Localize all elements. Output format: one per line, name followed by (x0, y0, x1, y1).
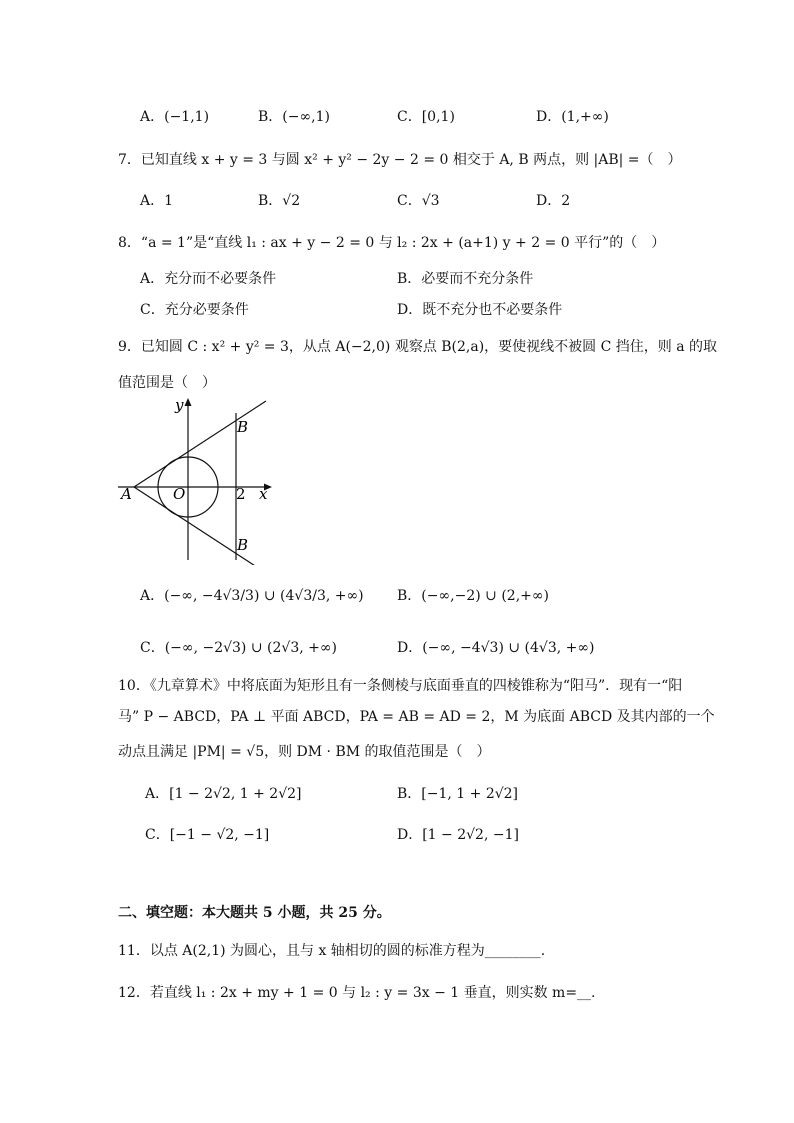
q12-stem: 12．若直线 l₁ : 2x + my + 1 = 0 与 l₂ : y = 3x − 1 垂直，则实数 m=__. (118, 985, 596, 1001)
q8-option-a: A．充分而不必要条件 (140, 271, 277, 287)
label-b-bottom: B (237, 536, 249, 554)
q10-stem-line2: 马” P − ABCD，PA ⊥ 平面 ABCD，PA = AB = AD = 2，M 为底面 ABCD 及其内部的一个 (118, 709, 715, 725)
label-x: x (259, 485, 268, 503)
q10-option-b: B．[−1, 1 + 2√2] (397, 786, 519, 802)
q8-option-d: D．既不充分也不必要条件 (397, 302, 563, 318)
q6-option-a: A．(−1,1) (140, 109, 210, 125)
q9-stem-line2: 值范围是（ ） (118, 375, 216, 391)
q9-option-a: A．(−∞, −4√3/3) ∪ (4√3/3, +∞) (140, 588, 364, 604)
q10-option-a: A．[1 − 2√2, 1 + 2√2] (145, 786, 302, 802)
q7-option-d: D．2 (536, 193, 571, 209)
q7-option-b: B．√2 (258, 193, 301, 209)
q9-option-c: C．(−∞, −2√3) ∪ (2√3, +∞) (140, 640, 337, 656)
y-axis-arrow (185, 398, 192, 406)
q8-stem: 8．“a = 1”是“直线 l₁ : ax + y − 2 = 0 与 l₂ : 2x + (a+1) y + 2 = 0 平行”的（ ） (118, 235, 666, 251)
label-b-top: B (237, 418, 249, 436)
q8-option-c: C．充分必要条件 (140, 302, 249, 318)
q9-stem-line1: 9．已知圆 C : x² + y² = 3，从点 A(−2,0) 观察点 B(2,a)，要使视线不被圆 C 挡住，则 a 的取 (118, 339, 718, 355)
label-y: y (175, 396, 184, 414)
q8-option-b: B．必要而不充分条件 (397, 271, 534, 287)
q10-option-c: C．[−1 − √2, −1] (145, 827, 270, 843)
label-a: A (121, 485, 132, 503)
label-o: O (173, 485, 186, 503)
q9-option-b: B．(−∞,−2) ∪ (2,+∞) (397, 588, 549, 604)
q7-option-a: A．1 (140, 193, 174, 209)
section-2-title: 二、填空题：本大题共 5 小题，共 25 分。 (118, 905, 391, 921)
q9-figure (118, 395, 288, 565)
q6-option-c: C．[0,1) (397, 109, 455, 125)
q7-option-c: C．√3 (397, 193, 440, 209)
q6-option-b: B．(−∞,1) (258, 109, 330, 125)
q6-option-d: D．(1,+∞) (536, 109, 609, 125)
upper-sight-line (134, 401, 266, 487)
q7-stem: 7．已知直线 x + y = 3 与圆 x² + y² − 2y − 2 = 0 相交于 A, B 两点，则 |AB| =（ ） (118, 152, 682, 168)
q11-stem: 11．以点 A(2,1) 为圆心，且与 x 轴相切的圆的标准方程为________. (118, 943, 546, 959)
q10-stem-line3: 动点且满足 |PM| = √5，则 DM · BM 的取值范围是（ ） (118, 744, 491, 760)
q9-option-d: D．(−∞, −4√3) ∪ (4√3, +∞) (397, 640, 595, 656)
q10-option-d: D．[1 − 2√2, −1] (397, 827, 519, 843)
label-2: 2 (236, 485, 246, 503)
q10-stem-line1: 10．《九章算术》中将底面为矩形且有一条侧棱与底面垂直的四棱锥称为“阳马”．现有一“阳 (118, 678, 683, 694)
